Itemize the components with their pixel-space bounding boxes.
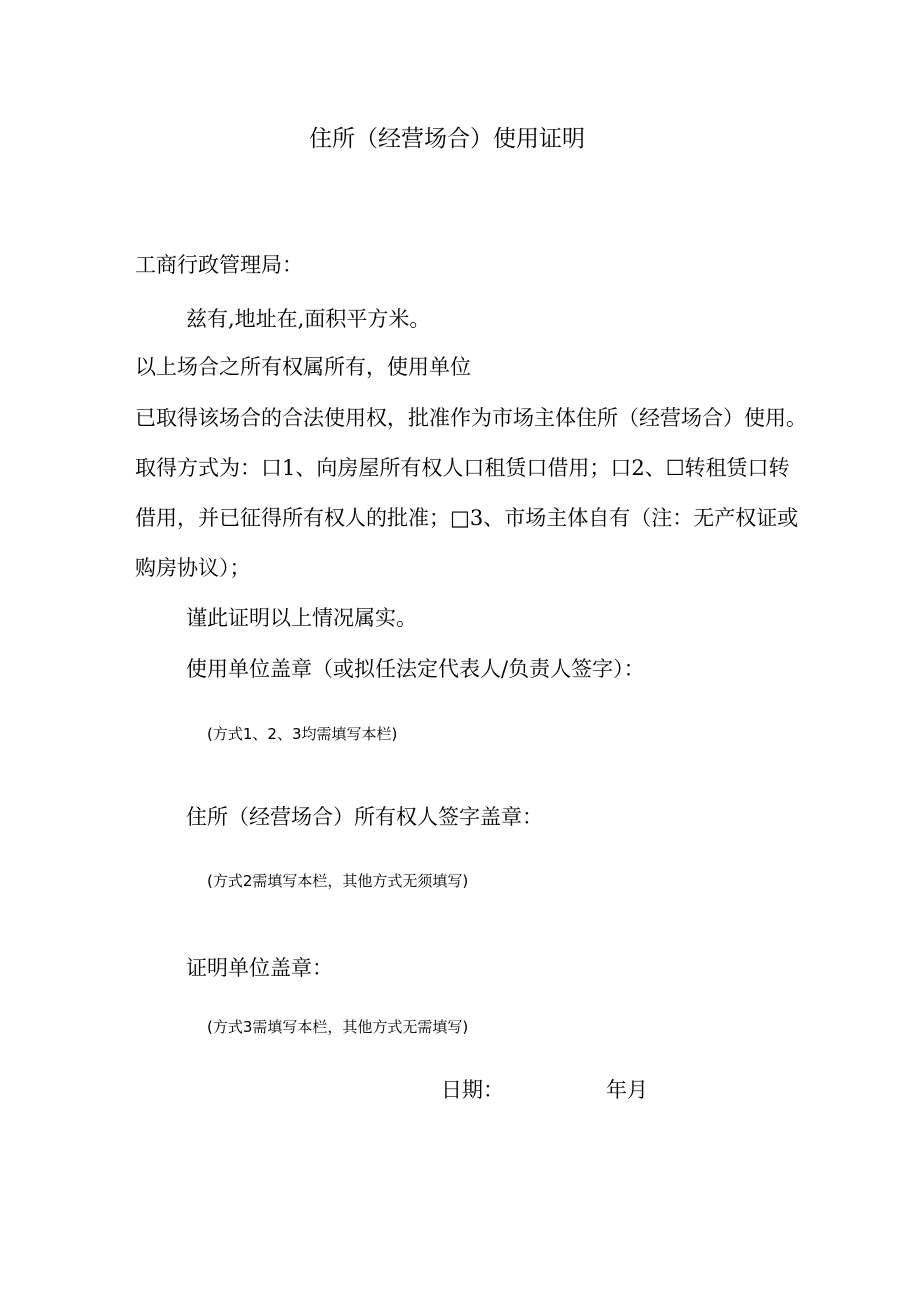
date-year-month: 年月 [606, 1078, 648, 1102]
body-line-1: 兹有,地址在,面积平方米。 [186, 307, 431, 331]
document-title: 住所（经营场合）使用证明 [309, 126, 585, 152]
body-line-2: 以上场合之所有权属所有，使用单位 [135, 355, 471, 379]
certify-statement: 谨此证明以上情况属实。 [186, 606, 417, 630]
certifying-unit-seal-note: (方式3需填写本栏，其他方式无需填写) [207, 1018, 469, 1036]
body-line-5: 借用，并已征得所有权人的批准；□3、市场主体自有（注：无产权证或 [135, 506, 799, 530]
owner-signature-note: (方式2需填写本栏，其他方式无须填写) [207, 872, 469, 890]
body-line-3: 已取得该场合的合法使用权，批准作为市场主体住所（经营场合）使用。 [135, 406, 807, 430]
addressee: 工商行政管理局： [135, 253, 303, 277]
user-unit-seal-note: (方式1、2、3均需填写本栏) [207, 725, 398, 743]
user-unit-seal-label: 使用单位盖章（或拟任法定代表人/负责人签字）： [186, 657, 645, 681]
body-line-4: 取得方式为：口1、向房屋所有权人口租赁口借用；口2、☐转租赁口转 [135, 456, 790, 480]
certifying-unit-seal-label: 证明单位盖章： [186, 956, 333, 980]
body-line-6: 购房协议）； [135, 556, 251, 580]
date-label: 日期： [441, 1078, 504, 1102]
owner-signature-label: 住所（经营场合）所有权人签字盖章： [186, 805, 543, 829]
